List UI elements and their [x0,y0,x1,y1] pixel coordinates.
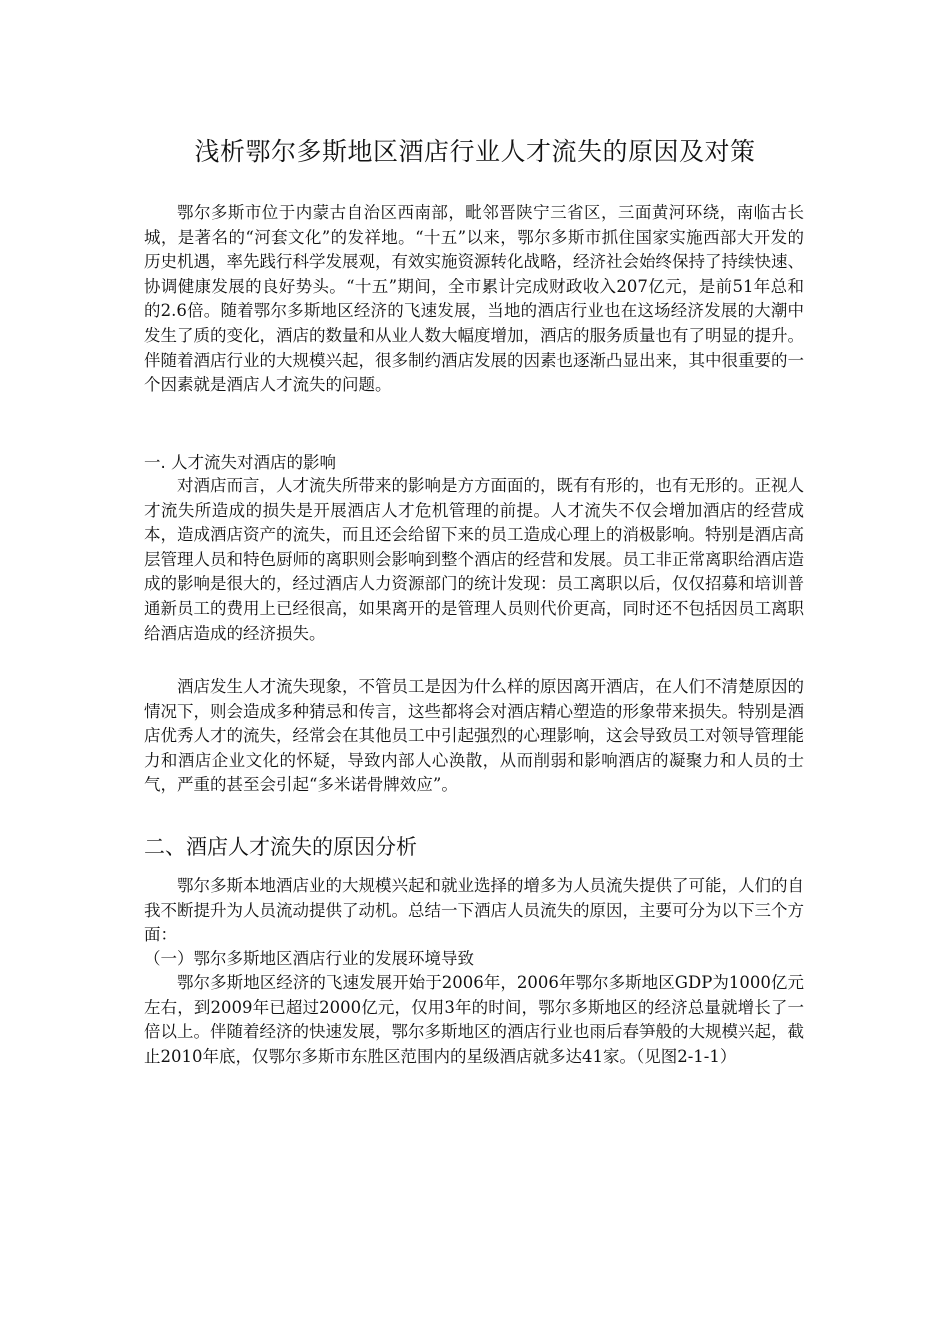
section1-paragraph-1: 对酒店而言，人才流失所带来的影响是方方面面的，既有有形的，也有无形的。正视人才流失所造成的损失是开展酒店人才危机管理的前提。人才流失不仅会增加酒店的经营成本，造成酒店资产的流失，而且还会给留下来的员工造成心理上的消极影响。特别是酒店高层管理人员和特色厨师的离职则会影响到整个酒店的经营和发展。员工非正常离职给酒店造成的影响是很大的，经过酒店人力资源部门的统计发现：员工离职以后，仅仅招募和培训普通新员工的费用上已经很高，如果离开的是管理人员则代价更高，同时还不包括因员工离职给酒店造成的经济损失。 [144,476,804,643]
document-title: 浅析鄂尔多斯地区酒店行业人才流失的原因及对策 [194,137,756,166]
section1-heading: 一. 人才流失对酒店的影响 [144,453,336,472]
section2-heading: 二、酒店人才流失的原因分析 [144,835,417,859]
subsection1-heading: （一）鄂尔多斯地区酒店行业的发展环境导致 [144,949,474,968]
section1-paragraph-2: 酒店发生人才流失现象，不管员工是因为什么样的原因离开酒店，在人们不清楚原因的情况下，则会造成多种猜忌和传言，这些都将会对酒店精心塑造的形象带来损失。特别是酒店优秀人才的流失，经常会在其他员工中引起强烈的心理影响，这会导致员工对领导管理能力和酒店企业文化的怀疑，导致内部人心涣散，从而削弱和影响酒店的凝聚力和人员的士气，严重的甚至会引起“多米诺骨牌效应”。 [144,677,804,795]
section2-paragraph-1: 鄂尔多斯本地酒店业的大规模兴起和就业选择的增多为人员流失提供了可能，人们的自我不断提升为人员流动提供了动机。总结一下酒店人员流失的原因，主要可分为以下三个方面： [144,876,804,945]
intro-paragraph: 鄂尔多斯市位于内蒙古自治区西南部，毗邻晋陕宁三省区，三面黄河环绕，南临古长城，是著名的“河套文化”的发祥地。“十五”以来，鄂尔多斯市抓住国家实施西部大开发的历史机遇，率先践行科学发展观，有效实施资源转化战略，经济社会始终保持了持续快速、协调健康发展的良好势头。“十五”期间，全市累计完成财政收入207亿元，是前51年总和的2.6倍。随着鄂尔多斯地区经济的飞速发展，当地的酒店行业也在这场经济发展的大潮中发生了质的变化，酒店的数量和从业人数大幅度增加，酒店的服务质量也有了明显的提升。伴随着酒店行业的大规模兴起，很多制约酒店发展的因素也逐渐凸显出来，其中很重要的一个因素就是酒店人才流失的问题。 [144,203,804,395]
subsection1-paragraph-1: 鄂尔多斯地区经济的飞速发展开始于2006年，2006年鄂尔多斯地区GDP为1000亿元左右，到2009年已超过2000亿元，仅用3年的时间，鄂尔多斯地区的经济总量就增长了一倍以上。伴随着经济的快速发展，鄂尔多斯地区的酒店行业也雨后春笋般的大规模兴起，截止2010年底，仅鄂尔多斯市东胜区范围内的星级酒店就多达41家。（见图2-1-1） [144,973,804,1066]
